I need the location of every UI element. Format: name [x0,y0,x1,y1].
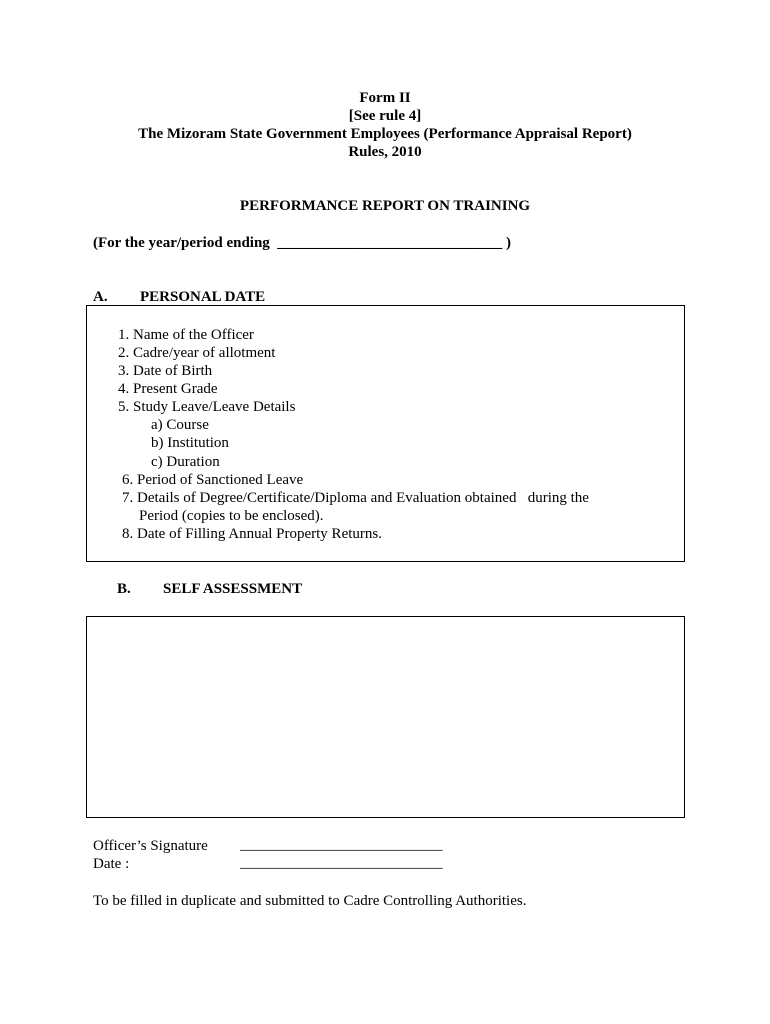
list-item: 6. Period of Sanctioned Leave [122,472,304,488]
section-b-title: SELF ASSESSMENT [163,581,303,597]
rule-reference: [See rule 4] [348,108,422,124]
signature-blank[interactable]: ___________________________ [240,837,443,853]
list-item: 5. Study Leave/Leave Details [118,399,296,415]
period-label: (For the year/period ending [93,235,270,251]
list-item: 1. Name of the Officer [118,327,254,343]
list-subitem: b) Institution [151,435,229,451]
list-item: 2. Cadre/year of allotment [118,345,276,361]
section-b-letter: B. [117,581,131,597]
section-a-title: PERSONAL DATE [140,289,266,305]
date-label: Date : [93,856,130,872]
period-line [93,234,511,252]
self-assessment-box[interactable] [86,616,685,818]
form-title: Form II [359,90,411,106]
act-title-line2: Rules, 2010 [348,144,422,160]
list-item: 8. Date of Filling Annual Property Returns. [122,526,382,542]
act-title-line1: The Mizoram State Government Employees (Performance Appraisal Report) [138,126,632,142]
list-subitem: c) Duration [151,454,220,470]
period-close: ) [506,235,512,251]
list-item: 7. Details of Degree/Certificate/Diploma and Evaluation obtained during the [122,490,589,506]
section-a-letter: A. [93,289,108,305]
period-blank[interactable]: ______________________________ [277,235,503,251]
signature-label: Officer’s Signature [93,838,208,854]
list-subitem: a) Course [151,417,209,433]
list-item: 3. Date of Birth [118,363,213,379]
date-blank[interactable]: ___________________________ [240,855,443,871]
footer-note: To be filled in duplicate and submitted to Cadre Controlling Authorities. [93,893,527,909]
list-item: 4. Present Grade [118,381,218,397]
report-title: PERFORMANCE REPORT ON TRAINING [239,198,531,214]
list-item-continuation: Period (copies to be enclosed). [139,508,324,524]
